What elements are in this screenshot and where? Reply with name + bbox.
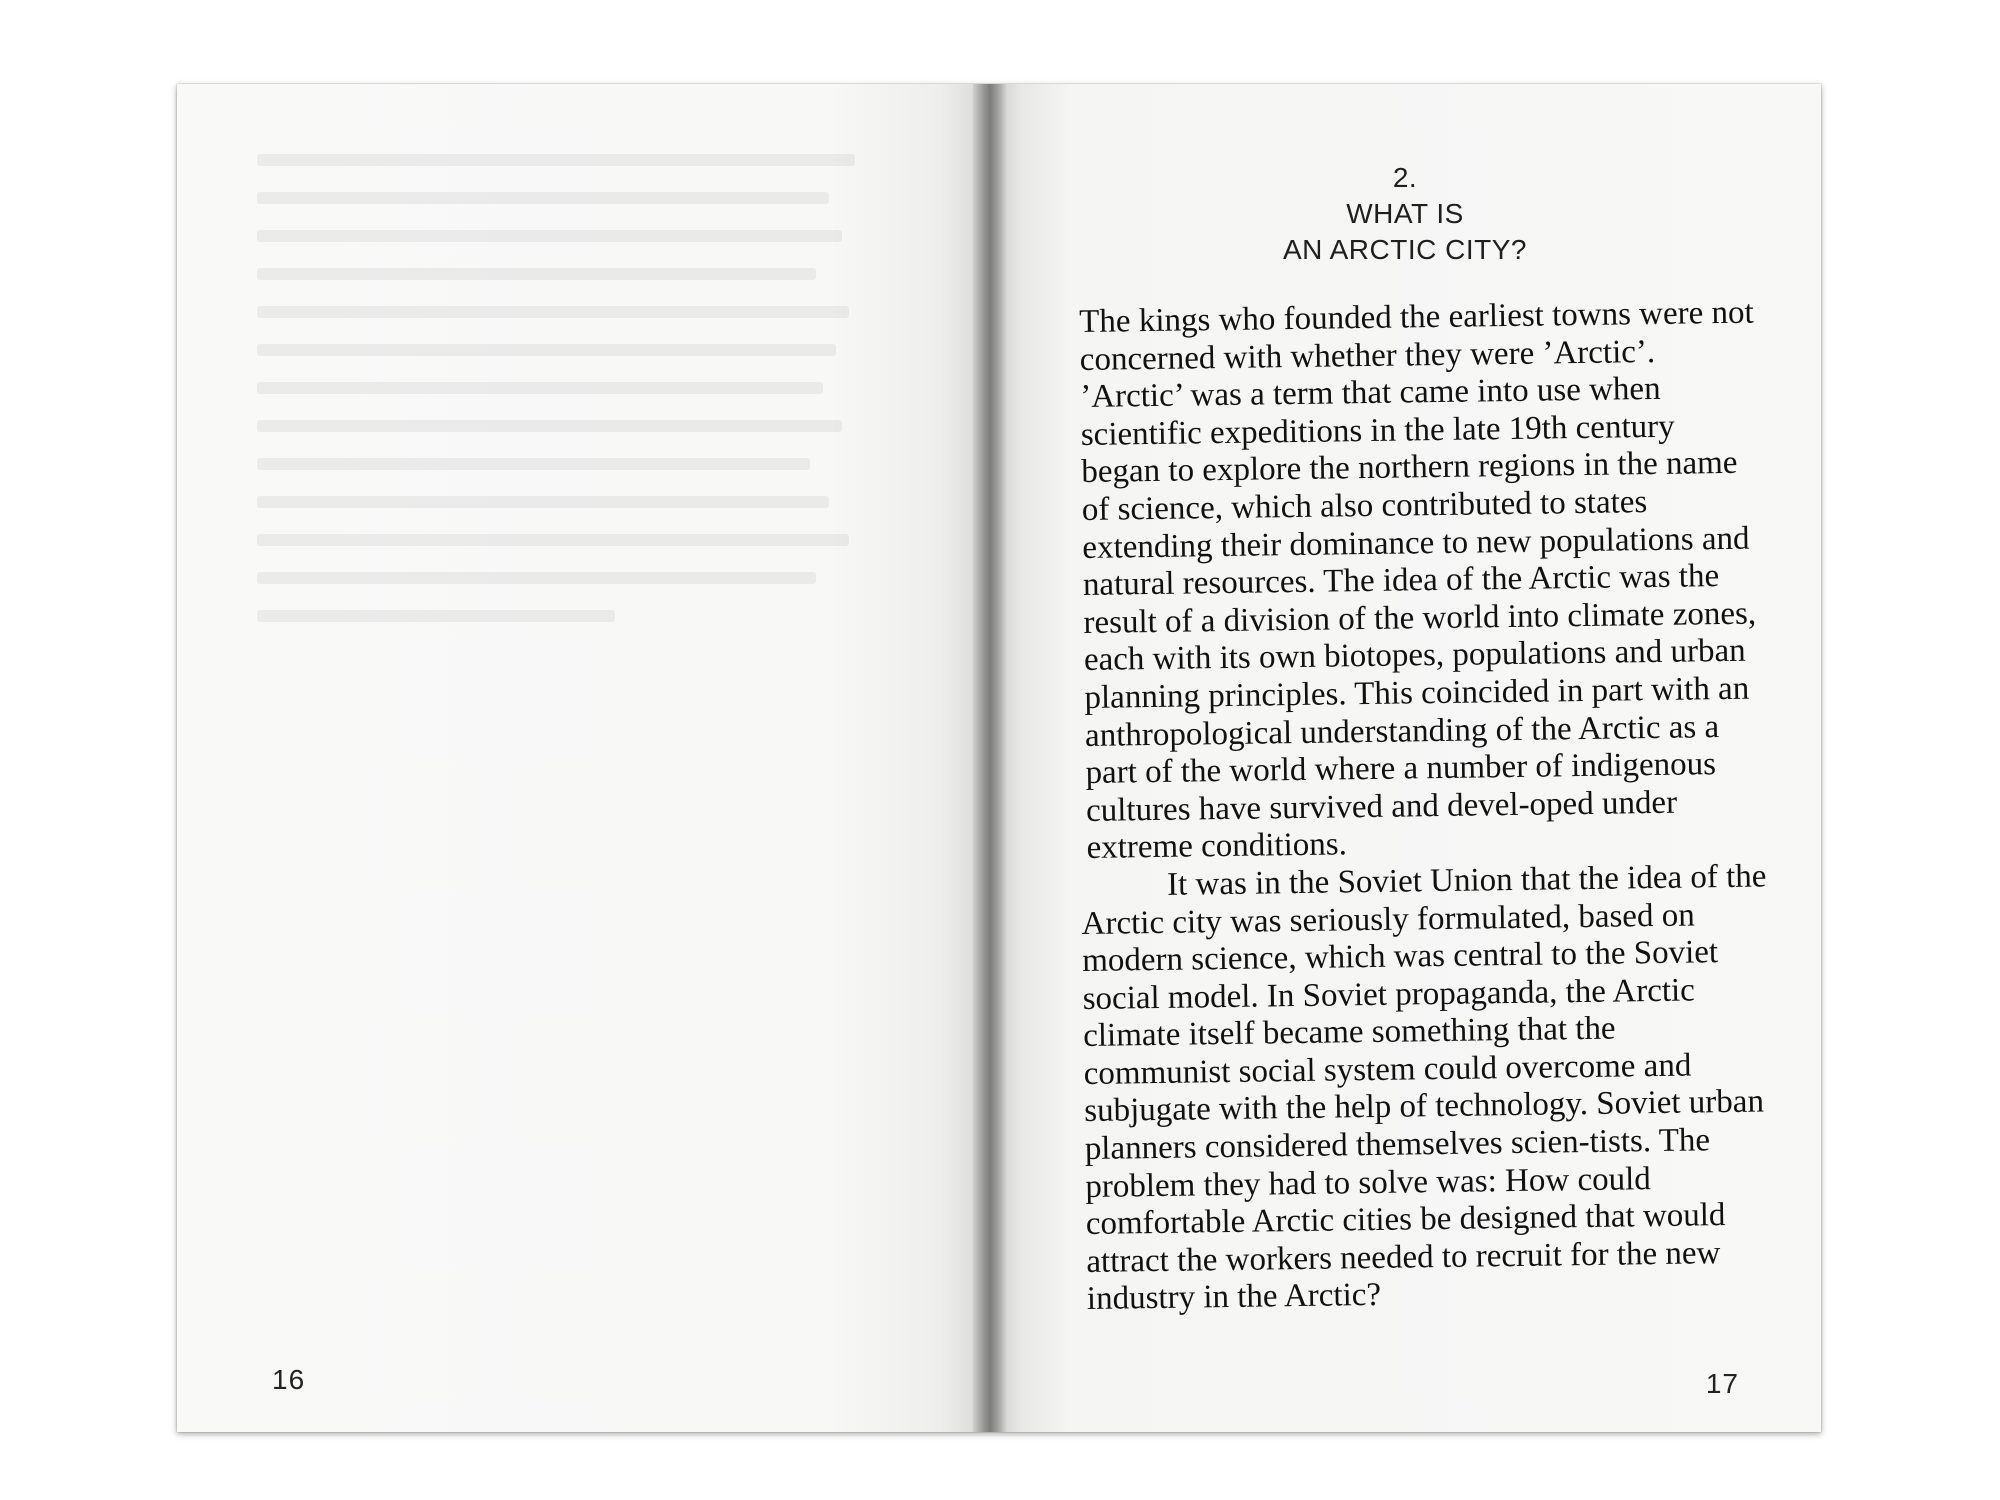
chapter-heading bbox=[989, 160, 1821, 268]
ghost-line bbox=[257, 496, 829, 508]
body-text bbox=[1079, 295, 1773, 1319]
ghost-line bbox=[257, 344, 836, 356]
ghost-line bbox=[257, 458, 810, 470]
ghost-line bbox=[257, 610, 615, 622]
ghost-line bbox=[257, 268, 816, 280]
chapter-title-line-1: WHAT IS bbox=[1346, 198, 1464, 229]
ghost-line bbox=[257, 382, 823, 394]
chapter-number: 2. bbox=[1392, 162, 1418, 193]
ghost-line bbox=[257, 420, 842, 432]
ghost-line bbox=[257, 154, 855, 166]
book-spine-fold bbox=[973, 84, 1007, 1432]
paragraph-1: The kings who founded the earliest towns were not concerned with whether they were ’Arctic’. ’Arctic’ was a term that came into use when scientific expeditions in the late 19th century began to explore the northern regions in the name of science, which also contributed to states extending their dominance to new populations and natural resources. The idea of the Arctic was the result of a division of the world into climate zones, each with its own biotopes, populations and urban planning principles. This coincided in part with an anthropological understanding of the Arctic as a part of the world where a number of indigenous cultures have survived and devel-oped under extreme conditions. bbox=[1079, 294, 1757, 867]
ghost-line bbox=[257, 572, 816, 584]
show-through-text bbox=[257, 154, 907, 794]
chapter-title-line-2: AN ARCTIC CITY? bbox=[1283, 234, 1527, 265]
ghost-line bbox=[257, 534, 849, 546]
ghost-line bbox=[257, 306, 849, 318]
page-number-left: 16 bbox=[272, 1364, 306, 1395]
open-book bbox=[177, 84, 1821, 1432]
right-page bbox=[989, 84, 1821, 1432]
ghost-line bbox=[257, 192, 829, 204]
left-page bbox=[177, 84, 989, 1432]
ghost-line bbox=[257, 230, 842, 242]
page-number-right: 17 bbox=[1705, 1368, 1739, 1399]
paragraph-2: It was in the Soviet Union that the idea of the Arctic city was seriously formulated, based on modern science, which was central to the Soviet social model. In Soviet propaganda, the Arctic climate itself became something that the communist social system could overcome and subjugate with the help of technology. Soviet urban planners considered themselves scien-tists. The problem they had to solve was: How could comfortable Arctic cities be designed that would attract the workers needed to recruit for the new industry in the Arctic? bbox=[1081, 858, 1767, 1318]
